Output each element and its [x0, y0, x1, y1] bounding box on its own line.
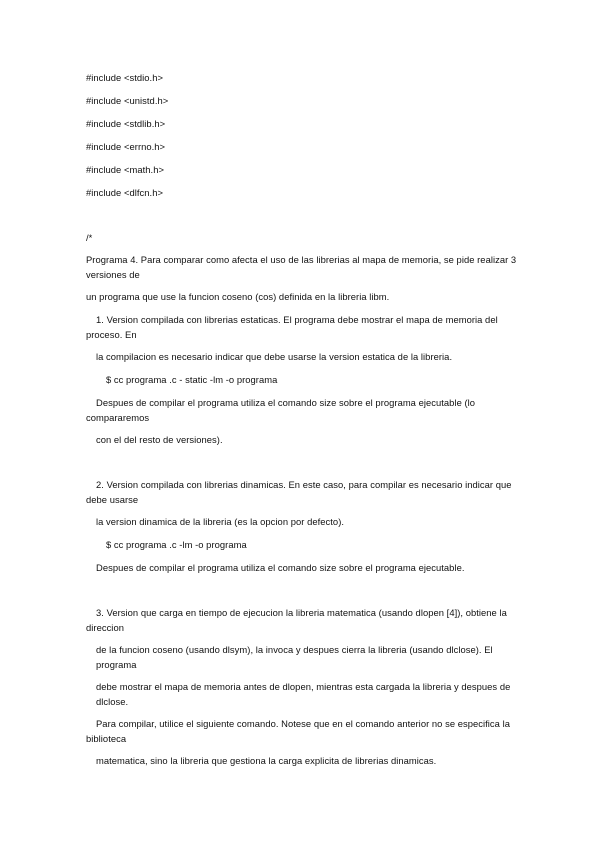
include-stdlib: #include <stdlib.h> — [86, 118, 166, 129]
item2-continuation: la version dinamica de la libreria (es la opcion por defecto). — [96, 516, 345, 527]
intro-continuation: un programa que use la funcion coseno (cos) definida en la libreria libm. — [86, 291, 390, 302]
item1-note-content: Despues de compilar el programa utiliza el comando size sobre el programa ejecutable (lo compararemos — [86, 397, 476, 423]
item2-text-content: 2. Version compilada con librerias dinamicas. En este caso, para compilar es necesario indicar que debe usarse — [86, 479, 512, 505]
item2-text — [86, 477, 526, 507]
item2-note: Despues de compilar el programa utiliza el comando size sobre el programa ejecutable. — [96, 562, 465, 573]
include-math: #include <math.h> — [86, 164, 164, 175]
item3-compile-continuation: matematica, sino la libreria que gestiona la carga explicita de librerias dinamicas. — [96, 755, 437, 766]
item1-continuation: la compilacion es necesario indicar que debe usarse la version estatica de la libreria. — [96, 351, 453, 362]
item3-continuation-2: debe mostrar el mapa de memoria antes de dlopen, mientras esta cargada la libreria y despues de dlclose. — [96, 681, 511, 707]
comment-open: /* — [86, 232, 93, 243]
item1-text — [86, 312, 526, 342]
include-dlfcn: #include <dlfcn.h> — [86, 187, 163, 198]
item1-note-continuation: con el del resto de versiones). — [96, 434, 223, 445]
item1-note — [86, 395, 526, 425]
include-stdio: #include <stdio.h> — [86, 72, 163, 83]
include-errno: #include <errno.h> — [86, 141, 166, 152]
item3-continuation-1: de la funcion coseno (usando dlsym), la invoca y despues cierra la libreria (usando dlclose). El programa — [96, 644, 493, 670]
item2-command: $ cc programa .c -lm -o programa — [106, 539, 247, 550]
item3-compile-content: Para compilar, utilice el siguiente comando. Notese que en el comando anterior no se especifica la biblioteca — [86, 718, 510, 744]
item1-text-content: 1. Version compilada con librerias estaticas. El programa debe mostrar el mapa de memoria del proceso. En — [86, 314, 498, 340]
include-unistd: #include <unistd.h> — [86, 95, 169, 106]
item3-text-content: 3. Version que carga en tiempo de ejecucion la libreria matematica (usando dlopen [4]), obtiene la direccion — [86, 607, 507, 633]
intro-paragraph: Programa 4. Para comparar como afecta el uso de las librerias al mapa de memoria, se pide realizar 3 versiones de — [86, 254, 517, 280]
item3-compile — [86, 716, 526, 746]
item1-command: $ cc programa .c - static -lm -o programa — [106, 374, 278, 385]
item3-text — [86, 605, 526, 635]
